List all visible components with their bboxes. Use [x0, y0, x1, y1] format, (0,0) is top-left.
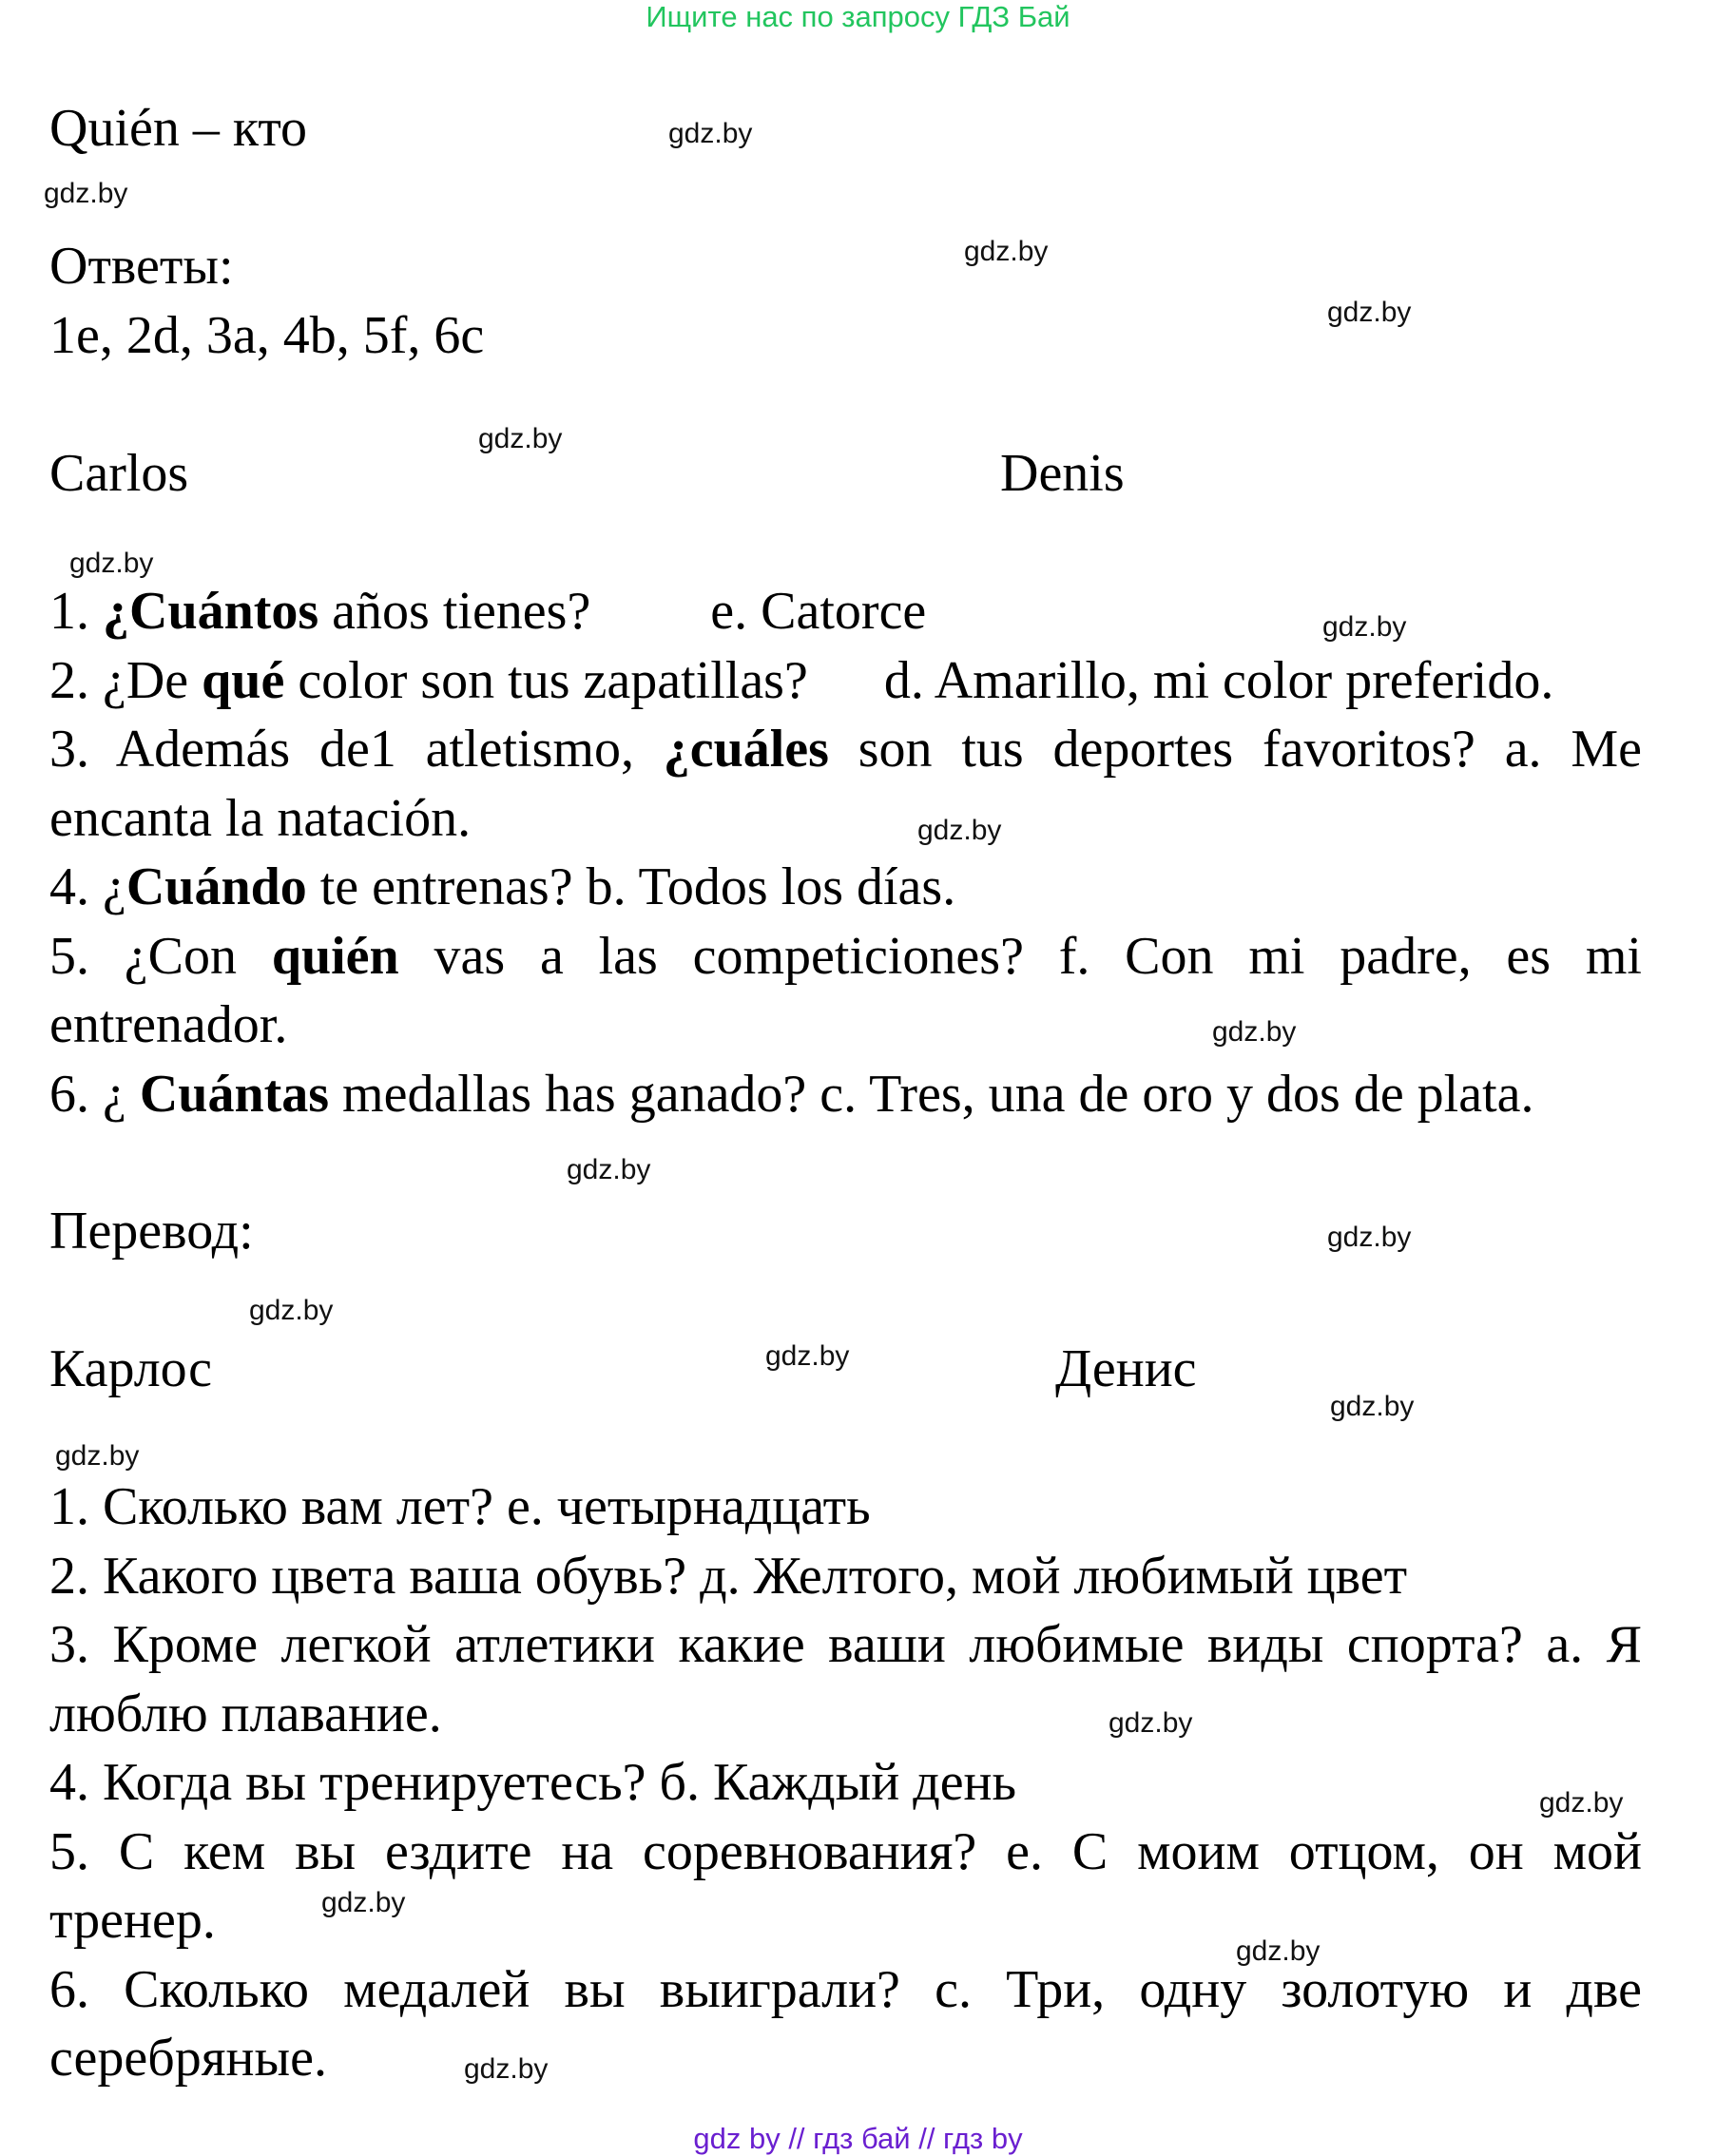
ru-line-5-cont: тренер.	[49, 1891, 216, 1950]
es-line-6	[49, 1060, 1642, 1129]
ru-line-6-cont: серебряные.	[49, 2029, 327, 2088]
es-line-5-bold: quién	[271, 926, 399, 986]
es-line-1-answer: e. Catorce	[710, 582, 927, 641]
spanish-dialogue	[49, 577, 1642, 1128]
watermark: gdz.by	[321, 1887, 406, 1918]
watermark: gdz.by	[1327, 1222, 1412, 1253]
heading-block	[49, 94, 1642, 164]
ru-line-1: 1. Сколько вам лет? е. четырнадцать	[49, 1477, 871, 1536]
ru-line-3: 3. Кроме легкой атлетики какие ваши любимые виды спорта? а. Я	[49, 1615, 1642, 1674]
es-line-2-bold: qué	[202, 650, 285, 710]
watermark: gdz.by	[1109, 1707, 1193, 1739]
es-line-3-bold: ¿cuáles	[663, 720, 829, 779]
ru-line-5: 5. С кем вы ездите на соревнования? е. С моим отцом, он мой	[49, 1821, 1642, 1881]
watermark: gdz.by	[249, 1295, 334, 1326]
watermark: gdz.by	[1236, 1935, 1321, 1967]
ru-line-3-cont: люблю плавание.	[49, 1684, 442, 1743]
watermark: gdz.by	[464, 2053, 549, 2085]
watermark: gdz.by	[567, 1154, 651, 1185]
es-line-3	[49, 715, 1642, 784]
names-es-right	[1000, 439, 1380, 509]
es-line-6-rest: medallas has ganado? c. Tres, una de oro y dos de plata.	[329, 1064, 1534, 1124]
es-line-6-pre: 6. ¿	[49, 1064, 140, 1124]
name-denis-ru: Денис	[1055, 1339, 1197, 1398]
watermark: gdz.by	[478, 423, 563, 454]
footer-links: gdz by // гдз бай // гдз by	[693, 2122, 1023, 2155]
watermark: gdz.by	[1322, 611, 1407, 643]
es-line-4	[49, 853, 1642, 922]
es-line-5	[49, 922, 1642, 991]
es-line-2-rest: color son tus zapatillas?	[284, 650, 808, 710]
translation-label: Перевод:	[49, 1202, 254, 1261]
watermark: gdz.by	[668, 118, 753, 149]
es-line-5-rest: vas a las competiciones? f. Con mi padre, es mi	[398, 926, 1642, 986]
watermark: gdz.by	[1539, 1787, 1624, 1819]
page-heading: Quién – кто	[49, 99, 308, 158]
watermark: gdz.by	[917, 815, 1002, 846]
es-line-2	[49, 646, 1642, 716]
es-line-3-cont: encanta la natación.	[49, 788, 472, 848]
es-line-2-answer: d. Amarillo, mi color preferido.	[883, 650, 1554, 710]
name-karlos: Карлос	[49, 1339, 212, 1398]
es-line-1-bold: ¿Cuántos	[103, 582, 319, 641]
es-line-6-bold: Cuántas	[139, 1064, 330, 1124]
watermark: gdz.by	[964, 236, 1049, 267]
watermark: gdz.by	[1212, 1016, 1297, 1048]
watermark: gdz.by	[1327, 297, 1412, 328]
es-line-4-bold: Cuándo	[125, 857, 307, 916]
es-line-4-rest: te entrenas? b. Todos los días.	[306, 857, 956, 916]
name-denis: Denis	[1000, 444, 1125, 503]
ru-line-2: 2. Какого цвета ваша обувь? д. Желтого, мой любимый цвет	[49, 1546, 1408, 1606]
names-es-row	[49, 439, 1642, 509]
answers-label: Ответы:	[49, 237, 234, 296]
es-line-4-pre: 4. ¿	[49, 857, 126, 916]
es-line-3-rest: son tus deportes favoritos? a. Me	[828, 720, 1642, 779]
es-line-1-rest: años tienes?	[318, 582, 591, 641]
watermark: gdz.by	[44, 178, 128, 209]
answers-value: 1e, 2d, 3a, 4b, 5f, 6c	[49, 305, 485, 365]
watermark: gdz.by	[69, 548, 154, 579]
es-line-3-pre: 3. Además de1 atletismo,	[49, 720, 664, 779]
es-line-5-cont: entrenador.	[49, 995, 288, 1054]
russian-dialogue	[49, 1473, 1642, 2093]
es-line-1-num: 1.	[49, 582, 103, 641]
es-line-5-pre: 5. ¿Con	[49, 926, 272, 986]
ru-line-4: 4. Когда вы тренируетесь? б. Каждый день	[49, 1753, 1017, 1812]
watermark: gdz.by	[1330, 1391, 1415, 1422]
es-line-2-pre: 2. ¿De	[49, 650, 202, 710]
watermark: gdz.by	[55, 1440, 140, 1472]
name-carlos: Carlos	[49, 444, 189, 503]
top-banner: Ищите нас по запросу ГДЗ Бай	[646, 0, 1070, 33]
ru-line-6: 6. Сколько медалей вы выиграли? с. Три, одну золотую и две	[49, 1959, 1642, 2019]
watermark: gdz.by	[765, 1340, 850, 1372]
